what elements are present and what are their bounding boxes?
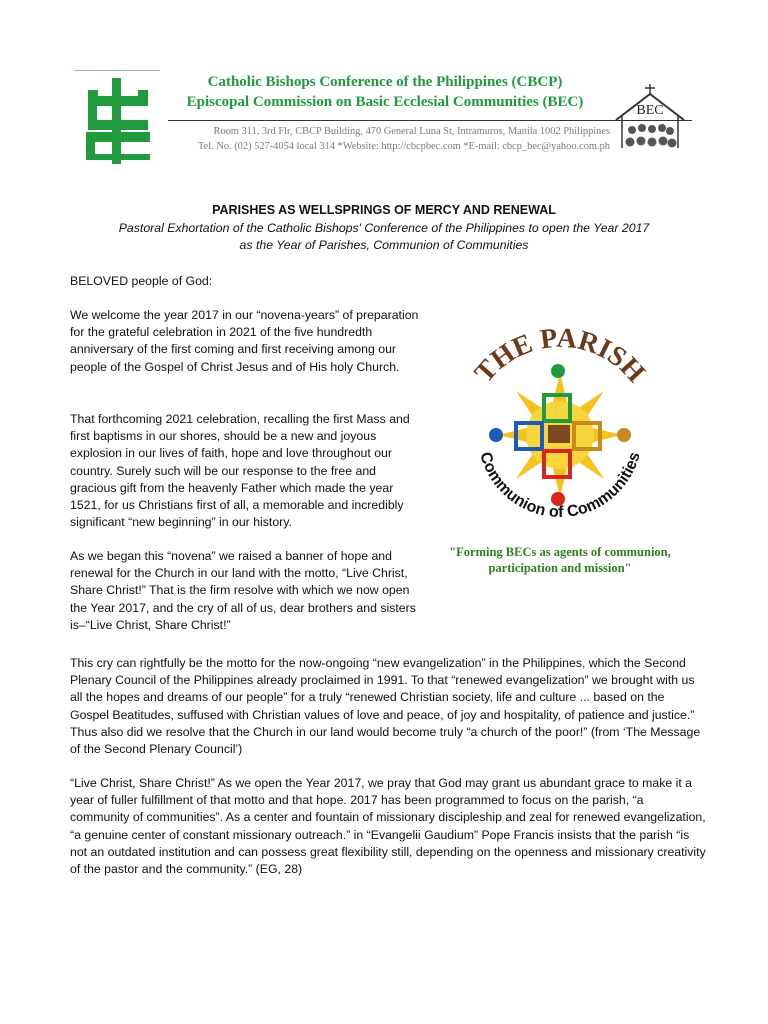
parish-logo: [448, 325, 673, 580]
paragraph-2: That forthcoming 2021 celebration, recalling the first Mass and first baptisms in our shores, should be a new and joyous explosion in our lives of faith, hope and love throughout our country. Surely such will be our response to the free and gracious gift from the heavenly Father which made the year 1521, for us Christians first of all, a memorable and incredibly significant “new beginning” in our history.: [70, 412, 410, 530]
paragraph-5: “Live Christ, Share Christ!” As we open the Year 2017, we pray that God may grant us abundant grace to make it a year of fuller fulfillment of that motto and that hope. 2017 has been programmed to focus on the parish, “a community of communities”. As a center and fountain of missionary discipleship and zeal for renewed evangelization, “a genuine center of constant missionary outreach.” in “Evangelii Gaudium” Pope Francis insists that the parish “is not an outdated institution and can possess great flexibility still, depending on the openness and missionary creativity of the pastor and the community.” (EG, 28): [70, 776, 706, 877]
parish-caption-line2: participation and mission": [488, 561, 632, 575]
cbcp-logo: [74, 70, 162, 166]
paragraph-3: As we began this “novena” we raised a banner of hope and renewal for the Church in our land with the motto, “Live Christ, Share Christ!” That is the firm resolve with which we now open the Year 2017, and the cry of all of us, dear brothers and sisters is–“Live Christ, Share Christ!”: [70, 549, 416, 632]
parish-caption-line1: "Forming BECs as agents of communion,: [449, 545, 671, 559]
parish-logo-caption: [430, 544, 690, 576]
document-title: PARISHES AS WELLSPRINGS OF MERCY AND RENEWAL: [212, 203, 556, 217]
paragraph-4: This cry can rightfully be the motto for the now-ongoing “new evangelization” in the Philippines, which the Second Plenary Council of the Philippines already proclaimed in 1991. To that “renewed evangelization” we brought with us all the hopes and dreams of our people” for a truly “renewed Christian society, life and culture ... based on the Gospel Beatitudes, suffused with Christian values of love and peace, of joy and hospitality, of patience and justice.” Thus also did we resolve that the Church in our land would become truly “a church of the poor!” (from ‘The Message of the Second Plenary Council’): [70, 656, 701, 757]
header-org-line1: Catholic Bishops Conference of the Philippines (CBCP): [207, 74, 563, 90]
paragraph-1: We welcome the year 2017 in our “novena-years” of preparation for the grateful celebration in 2021 of the five hundredth anniversary of the first coming and first receiving among our people of the Gospel of Christ Jesus and of His holy Church.: [70, 308, 419, 374]
parish-logo-top-text: THE PARISH: [468, 325, 652, 389]
header-contact-block: [160, 124, 610, 154]
bec-logo-text: BEC: [636, 103, 664, 118]
bec-logo: [610, 78, 690, 158]
subtitle-line1: Pastoral Exhortation of the Catholic Bishops' Conference of the Philippines to open the Year 2017: [118, 221, 650, 235]
header-address: Room 311, 3rd Flr, CBCP Building, 470 General Luna St, Intramuros, Manila 1002 Philippines: [213, 126, 610, 137]
header-contact: Tel. No. (02) 527-4054 local 314 *Website: http://cbcpbec.com *E-mail: cbcp_bec@yahoo.com.ph: [198, 141, 610, 152]
header-org-line2: Episcopal Commission on Basic Ecclesial Communities (BEC): [186, 94, 584, 110]
parish-logo-ring-text: Communion of Communities: [476, 450, 644, 522]
subtitle-line2: as the Year of Parishes, Communion of Communities: [239, 238, 529, 252]
header-organization: [160, 72, 610, 112]
document-subtitle: [0, 220, 768, 254]
salutation: BELOVED people of God:: [70, 274, 213, 288]
